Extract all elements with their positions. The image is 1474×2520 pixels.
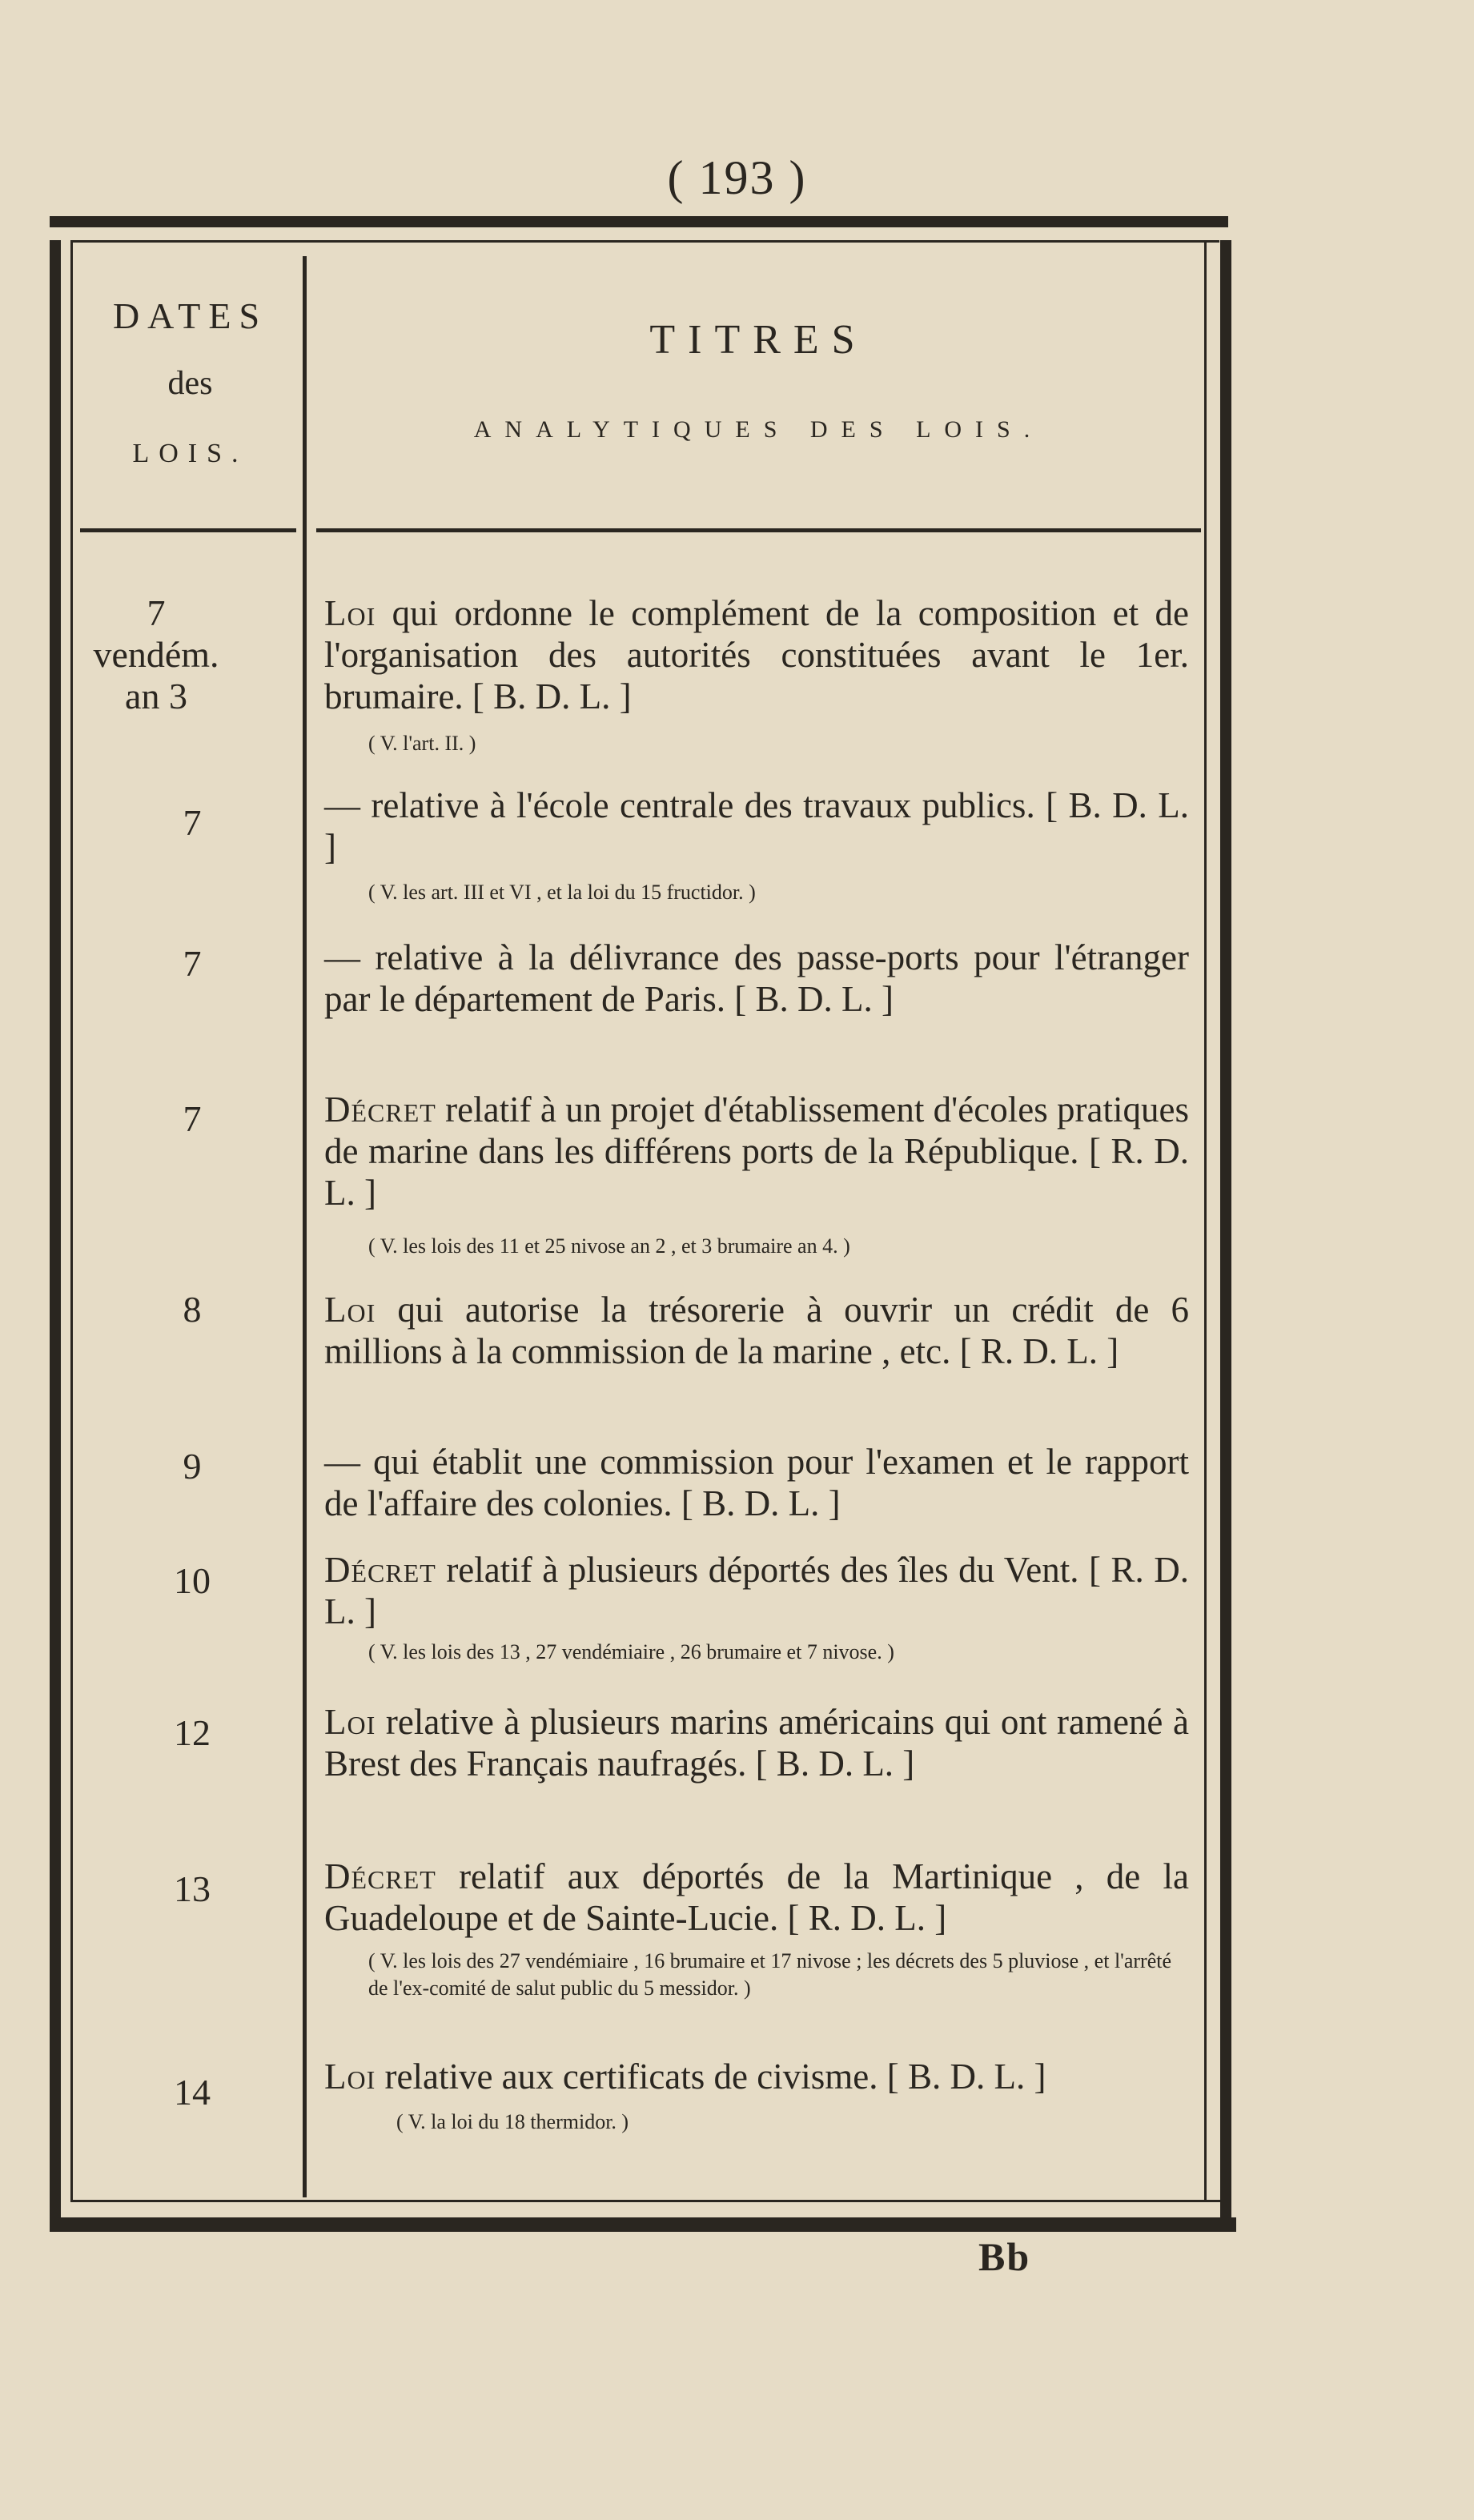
- law-note: ( V. l'art. II. ): [368, 732, 476, 755]
- law-date: 9: [183, 1446, 202, 1487]
- law-lead-word: Loi: [324, 593, 376, 633]
- frame-bottom-inner-rule: [70, 2200, 1223, 2202]
- header-titres: TITRES: [649, 317, 868, 363]
- law-note: ( V. les art. III et VI , et la loi du 15 fructidor. ): [368, 881, 756, 904]
- law-text: relatif aux déportés de la Martinique , de la Guadeloupe et de Sainte-Lucie. [ R. D. L. ]: [324, 1856, 1189, 1938]
- law-text: qui ordonne le complément de la composition et de l'organisation des autorités constituées avant le 1er. brumaire. [ B. D. L. ]: [324, 593, 1189, 716]
- law-date: 7: [183, 1098, 202, 1139]
- header-rule-dates: [80, 528, 296, 532]
- law-text: relative aux certificats de civisme. [ B. D. L. ]: [376, 2057, 1046, 2097]
- law-text: — relative à la délivrance des passe-ports pour l'étranger par le département de Paris. [ B. D. L. ]: [324, 937, 1189, 1019]
- law-lead-word: Décret: [324, 1550, 436, 1590]
- law-note: ( V. les lois des 11 et 25 nivose an 2 , et 3 brumaire an 4. ): [368, 1234, 850, 1258]
- frame-bottom-rule: [50, 2217, 1236, 2232]
- law-date: 7: [183, 802, 202, 843]
- law-date: 8: [183, 1289, 202, 1330]
- law-date: 10: [174, 1560, 211, 1601]
- law-title: [324, 2056, 1189, 2097]
- law-title: [324, 1549, 1189, 1632]
- law-title: [324, 1089, 1189, 1214]
- frame-left-rule: [50, 240, 61, 2232]
- law-title: [324, 1701, 1189, 1784]
- law-date: 7 vendém. an 3: [93, 592, 219, 716]
- frame-top-inner-rule: [70, 240, 1219, 243]
- law-text: relatif à un projet d'établissement d'écoles pratiques de marine dans les différens ports de la République. [ R. D. L. ]: [324, 1089, 1189, 1213]
- law-title: [324, 1441, 1189, 1524]
- law-date: 12: [174, 1712, 211, 1753]
- frame-right-rule: [1220, 240, 1231, 2232]
- signature-mark: Bb: [978, 2234, 1031, 2279]
- frame-left-inner-rule: [70, 240, 73, 2201]
- header-lois: LOIS.: [132, 439, 248, 468]
- law-title: [324, 592, 1189, 717]
- frame-right-inner-rule: [1204, 240, 1207, 2201]
- header-rule-titles: [316, 528, 1201, 532]
- law-text: — relative à l'école centrale des travaux publics. [ B. D. L. ]: [324, 785, 1189, 867]
- law-note: ( V. les lois des 27 vendémiaire , 16 brumaire et 17 nivose ; les décrets des 5 pluviose , et l'arrêté de l'ex-comité de salut public du 5 messidor. ): [368, 1949, 1172, 2000]
- column-divider: [303, 256, 307, 2197]
- law-note: ( V. la loi du 18 thermidor. ): [396, 2110, 629, 2133]
- header-des: des: [167, 365, 213, 402]
- header-analytiques: ANALYTIQUES DES LOIS.: [473, 416, 1044, 443]
- law-text: relative à plusieurs marins américains qui ont ramené à Brest des Français naufragés. [ B. D. L. ]: [324, 1702, 1189, 1784]
- law-lead-word: Décret: [324, 1856, 436, 1896]
- law-text: relatif à plusieurs déportés des îles du Vent. [ R. D. L. ]: [324, 1550, 1189, 1631]
- law-text: qui autorise la trésorerie à ouvrir un crédit de 6 millions à la commission de la marine , etc. [ R. D. L. ]: [324, 1290, 1189, 1371]
- frame-top-rule: [50, 216, 1228, 227]
- law-title: [324, 937, 1189, 1020]
- law-lead-word: Décret: [324, 1089, 436, 1130]
- law-text: — qui établit une commission pour l'examen et le rapport de l'affaire des colonies. [ B. D. L. ]: [324, 1442, 1189, 1523]
- law-title: [324, 1289, 1189, 1372]
- law-date: 7: [183, 943, 202, 984]
- law-lead-word: Loi: [324, 1290, 376, 1330]
- law-date: 13: [174, 1868, 211, 1909]
- law-lead-word: Loi: [324, 1702, 376, 1742]
- law-title: [324, 784, 1189, 868]
- law-note: ( V. les lois des 13 , 27 vendémiaire , 26 brumaire et 7 nivose. ): [368, 1640, 894, 1663]
- law-title: [324, 1856, 1189, 1939]
- header-dates: DATES: [112, 295, 268, 336]
- law-date: 14: [174, 2072, 211, 2113]
- page-number: ( 193 ): [667, 151, 807, 204]
- law-lead-word: Loi: [324, 2057, 376, 2097]
